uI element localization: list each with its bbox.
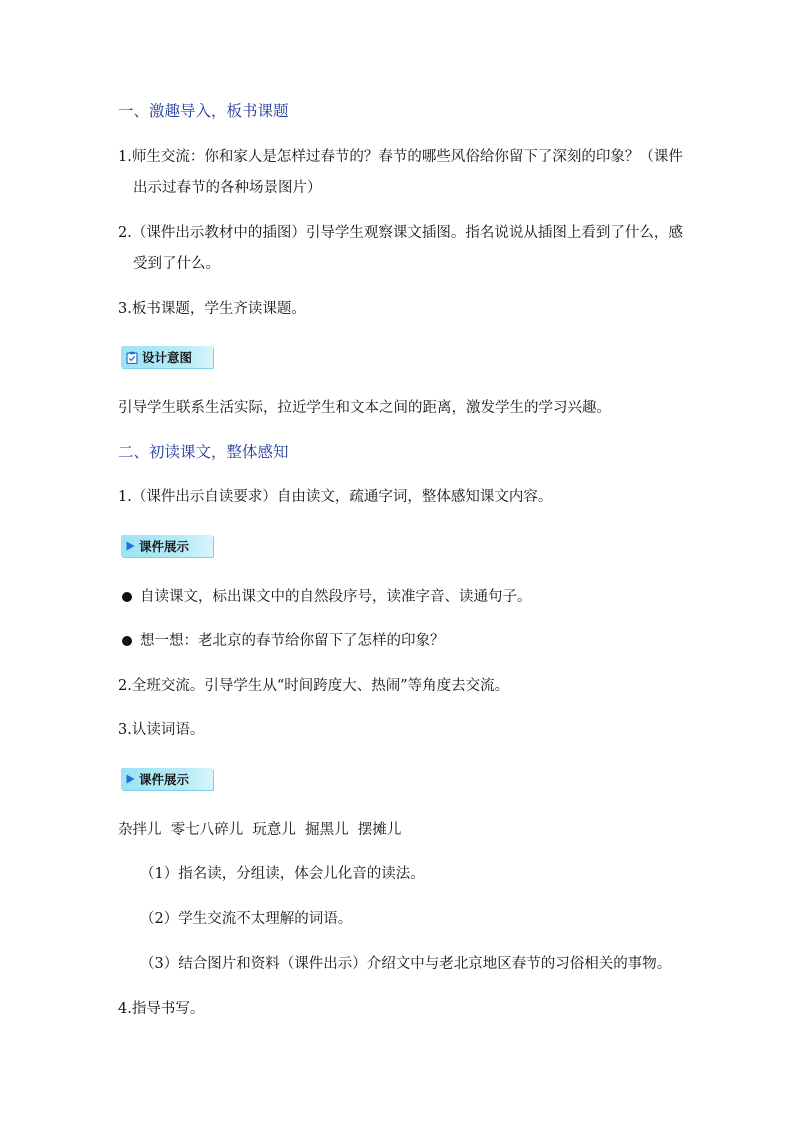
s1-item3: 3.板书课题，学生齐读课题。 [118,301,306,317]
s1-item1-line2: 出示过春节的各种场景图片） [133,180,322,196]
s1-item1-line1: 1.师生交流：你和家人是怎样过春节的？春节的哪些风俗给你留下了深刻的印象？（课件 [118,149,683,165]
design-intent-text: 引导学生联系生活实际，拉近学生和文本之间的距离，激发学生的学习兴趣。 [118,400,611,416]
section-1-heading: 一、激趣导入，板书课题 [118,102,289,120]
clipboard-check-icon [126,351,138,364]
s2-item2: 2.全班交流。引导学生从“时间跨度大、热闹”等角度去交流。 [118,678,510,694]
courseware-tag-2 [121,768,213,790]
s2-item4: 4.指导书写。 [118,1001,205,1017]
courseware-tag-1 [121,535,213,557]
courseware-tag-1-label: 课件展示 [139,539,190,554]
s1-item2-line1: 2.（课件出示教材中的插图）引导学生观察课文插图。指名说说从插图上看到了什么，感 [118,225,683,241]
play-triangle-icon [126,541,135,551]
courseware-tag-2-label: 课件展示 [139,772,190,787]
sub-item-3: （3）结合图片和资料（课件出示）介绍文中与老北京地区春节的习俗相关的事物。 [140,956,672,972]
bullet-dot [122,592,132,602]
sub-item-2: （2）学生交流不太理解的词语。 [140,911,353,927]
design-intent-tag-label: 设计意图 [142,350,193,365]
bullet-2-text: 想一想：老北京的春节给你留下了怎样的印象？ [140,633,445,649]
bullet-1-text: 自读课文，标出课文中的自然段序号，读准字音、读通句子。 [140,589,532,605]
sub-item-1: （1）指名读，分组读，体会儿化音的读法。 [140,866,425,882]
s2-item3: 3.认读词语。 [118,722,205,738]
design-intent-tag [121,346,213,368]
section-2-heading: 二、初读课文，整体感知 [118,443,289,461]
bullet-dot [122,636,132,646]
s2-item1: 1.（课件出示自读要求）自由读文，疏通字词，整体感知课文内容。 [118,489,553,505]
vocabulary-words: 杂拌儿 零七八碎儿 玩意儿 掘黑儿 摆摊儿 [118,822,402,838]
s1-item2-line2: 受到了什么。 [133,256,220,272]
play-triangle-icon [126,774,135,784]
